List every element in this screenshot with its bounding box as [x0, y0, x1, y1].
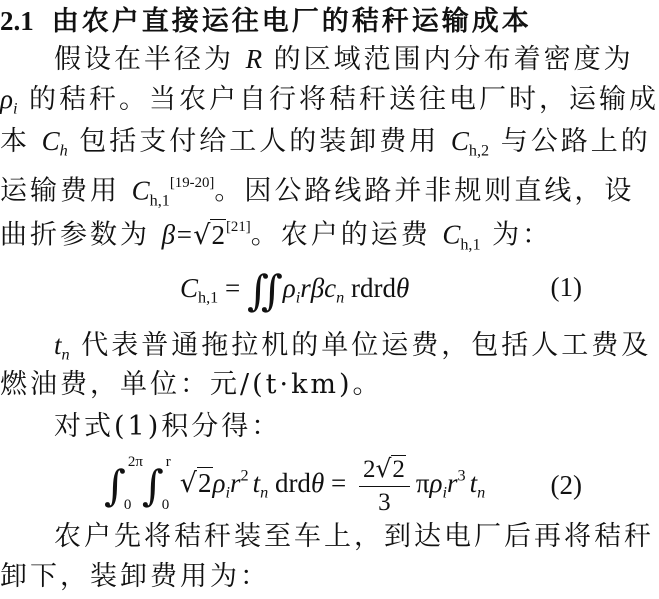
- text-run: 本: [0, 126, 42, 157]
- sqrt-radicand: 2: [198, 468, 212, 498]
- citation: [21]: [225, 219, 251, 235]
- var-t: t: [469, 468, 478, 498]
- integral-limits: [161, 454, 180, 514]
- equation-number: (1): [550, 272, 582, 302]
- text-run: 的秸秆。当农户自行将秸秆送往电厂时，运输成: [17, 84, 659, 115]
- sub-i: i: [295, 288, 301, 307]
- var-C: C: [180, 273, 199, 303]
- text-run: 的区域范围内分布着密度为: [262, 44, 634, 75]
- equation-1-body: [180, 266, 409, 315]
- sqrt-radicand: 2: [211, 219, 225, 250]
- text-run: 曲折参数为: [0, 219, 162, 251]
- text-run: 包括支付给工人的装卸费用: [67, 126, 451, 157]
- text-run: 卸下，装卸费用为：: [0, 561, 270, 592]
- sub-n: n: [260, 483, 269, 502]
- sqrt-icon: √: [193, 219, 211, 251]
- sqrt-expression: [193, 216, 226, 255]
- sub-i: i: [442, 483, 447, 502]
- sqrt-icon: √: [179, 468, 197, 499]
- equation-number: (2): [550, 470, 582, 500]
- text-run: 对式(1)积分得：: [54, 411, 282, 442]
- sqrt-expression: [180, 468, 213, 499]
- var-beta: β=: [161, 219, 194, 250]
- text-run: 燃油费，单位：元/(t·km)。: [0, 369, 383, 400]
- sub-h1: h,1: [460, 235, 481, 254]
- equals-sign: =: [218, 273, 247, 303]
- var-C: C: [442, 219, 461, 250]
- lower-limit: 0: [161, 497, 170, 513]
- integral-limits: [123, 454, 143, 514]
- para2-line2: [0, 366, 600, 404]
- sub-n: n: [61, 345, 70, 364]
- sub-i: i: [12, 99, 18, 118]
- var-rho: ρ: [0, 84, 13, 114]
- lower-limit: 0: [123, 497, 132, 513]
- var-t: t: [252, 468, 261, 498]
- var-rho: ρ: [429, 468, 443, 498]
- sub-n: n: [336, 288, 345, 307]
- sub-n: n: [477, 483, 486, 502]
- para1-line3: [0, 122, 651, 170]
- pi-symbol: π: [415, 468, 430, 498]
- upper-limit: r: [165, 454, 171, 470]
- text-run: 假设在半径为: [54, 44, 246, 75]
- section-number: 2.1: [0, 6, 34, 36]
- equation-2-body: [104, 454, 485, 517]
- denominator: 3: [378, 489, 391, 517]
- sub-h: h: [59, 141, 68, 160]
- differential: drd: [268, 468, 311, 498]
- var-theta: θ: [310, 468, 325, 498]
- sub-i: i: [225, 483, 230, 502]
- section-title: 由农户直接运往电厂的秸秆运输成本: [51, 6, 532, 37]
- var-rho: ρ: [282, 273, 296, 303]
- equation-1: [0, 258, 600, 318]
- var-r: r: [229, 468, 241, 498]
- upper-limit: 2π: [127, 454, 143, 470]
- text-run: 与公路上的: [489, 126, 651, 157]
- sub-h1: h,1: [198, 288, 219, 307]
- section-heading: [0, 2, 600, 41]
- sub-h2: h,2: [468, 141, 490, 160]
- var-C: C: [41, 126, 60, 156]
- var-C: C: [131, 175, 150, 206]
- fraction: [359, 454, 410, 517]
- para1-line5: [0, 208, 600, 263]
- differential: rdrd: [344, 273, 396, 303]
- para4-line1: [0, 518, 654, 556]
- var-t: t: [54, 330, 62, 360]
- sqrt-icon: √: [375, 454, 392, 484]
- var-R: R: [245, 44, 263, 74]
- citation: [19-20]: [169, 175, 215, 191]
- equation-2: [0, 448, 600, 524]
- double-integral-icon: ∬: [246, 266, 283, 315]
- var-rho: ρ: [212, 468, 226, 498]
- para3-line: [0, 408, 654, 446]
- text-run: 为：: [480, 219, 553, 251]
- var-C: C: [450, 126, 469, 156]
- sqrt-radicand: 2: [392, 456, 405, 484]
- integral-icon: ∫: [141, 461, 164, 510]
- para4-line2: [0, 558, 600, 596]
- integral-icon: ∫: [104, 461, 126, 510]
- var-r: r: [446, 468, 458, 498]
- exponent: 3: [457, 466, 466, 485]
- sqrt-expression: [375, 454, 405, 484]
- para1-line2: [0, 80, 659, 128]
- text-run: 农户先将秸秆装至车上，到达电厂后再将秸秆: [54, 521, 654, 552]
- integrand: rβc: [300, 273, 337, 303]
- numerator: [359, 454, 410, 487]
- sub-h1: h,1: [149, 191, 170, 210]
- equals-sign: =: [324, 468, 353, 498]
- var-theta: θ: [396, 273, 410, 303]
- text-run: 代表普通拖拉机的单位运费，包括人工费及: [69, 330, 652, 361]
- exponent: 2: [240, 466, 249, 485]
- text-run: 运输费用: [0, 175, 132, 207]
- para1-line1: [0, 40, 654, 79]
- text-run: 。农户的运费: [250, 219, 443, 251]
- text-run: 。因公路线路并非规则直线，设: [214, 175, 635, 207]
- coefficient: 2: [362, 456, 376, 484]
